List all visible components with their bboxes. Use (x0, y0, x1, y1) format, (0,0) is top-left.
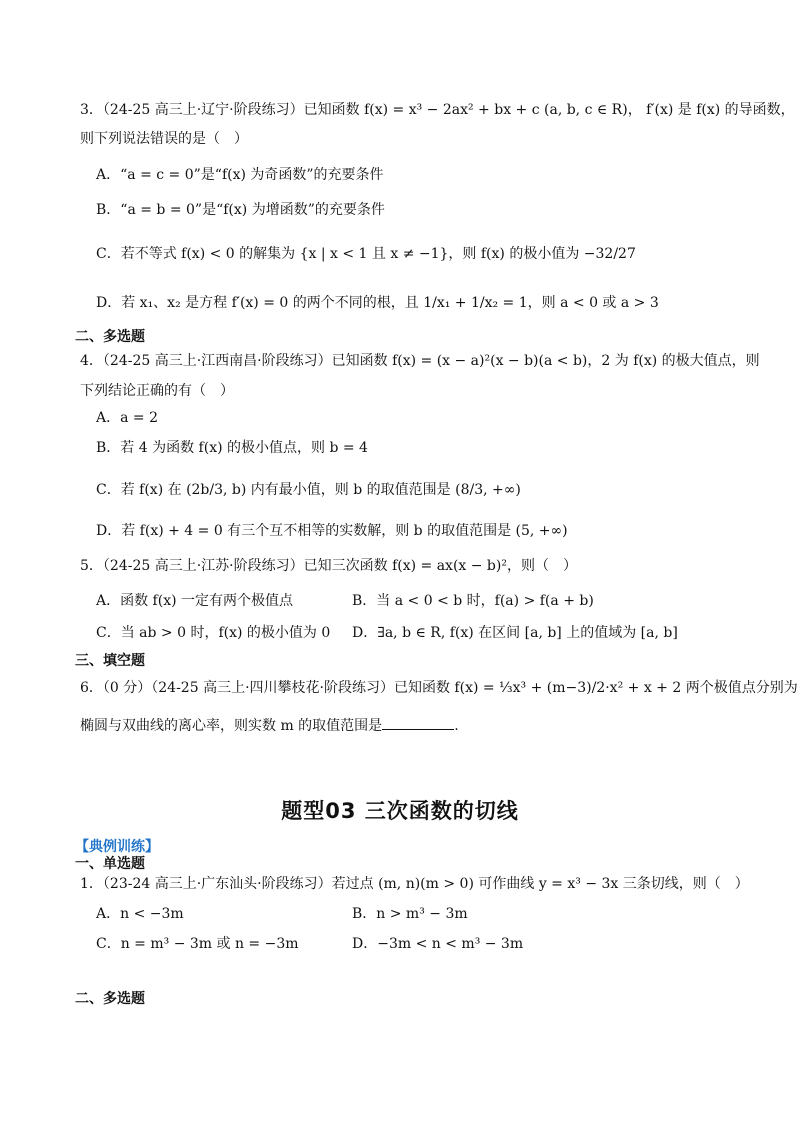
q1-option-d: D．−3m < n < m³ − 3m (352, 936, 524, 952)
q6-stem-line1: 6．（0 分）（24-25 高三上·四川攀枝花·阶段练习）已知函数 f(x) = ⅓x³ + (m−3)/2·x² + x + 2 两个极值点分别为 (80, 680, 798, 696)
q4-stem-line2: 下列结论正确的有（ ） (80, 383, 234, 399)
q3-stem-line2: 则下列说法错误的是（ ） (80, 131, 248, 147)
answer-blank (382, 715, 454, 730)
q4-stem-line1: 4．（24-25 高三上·江西南昌·阶段练习）已知函数 f(x) = (x − a)²(x − b)(a < b)，2 为 f(x) 的极大值点，则 (80, 353, 760, 369)
q4-option-c: C．若 f(x) 在 (2b/3, b) 内有最小值，则 b 的取值范围是 (8/3, +∞) (96, 482, 521, 498)
q4-option-b: B．若 4 为函数 f(x) 的极小值点，则 b = 4 (96, 440, 368, 456)
q3-option-b: B．“a = b = 0”是“f(x) 为增函数”的充要条件 (96, 202, 385, 218)
q4-option-d: D．若 f(x) + 4 = 0 有三个互不相等的实数解，则 b 的取值范围是 (5, +∞) (96, 523, 568, 539)
q4-option-a: A．a = 2 (96, 410, 158, 426)
section-heading-fill: 三、填空题 (75, 653, 145, 669)
q6-stem-text: 椭圆与双曲线的离心率，则实数 m 的取值范围是 (80, 718, 383, 734)
q1-stem: 1．（23-24 高三上·广东汕头·阶段练习）若过点 (m, n)(m > 0) 可作曲线 y = x³ − 3x 三条切线，则（ ） (80, 876, 749, 892)
section-heading-multi: 二、多选题 (75, 329, 145, 345)
example-training-tag: 【典例训练】 (75, 839, 159, 855)
q1-option-b: B．n > m³ − 3m (352, 906, 468, 922)
q6-stem-end: . (454, 718, 459, 734)
section-heading-single: 一、单选题 (75, 856, 145, 872)
q1-option-c: C．n = m³ − 3m 或 n = −3m (96, 936, 299, 952)
q5-option-c: C．当 ab > 0 时，f(x) 的极小值为 0 (96, 625, 331, 641)
q1-option-a: A．n < −3m (96, 906, 184, 922)
q5-option-d: D．∃a, b ∈ R, f(x) 在区间 [a, b] 上的值域为 [a, b] (352, 625, 678, 641)
q3-option-a: A．“a = c = 0”是“f(x) 为奇函数”的充要条件 (96, 167, 384, 183)
topic-heading: 题型03 三次函数的切线 (281, 799, 519, 823)
q3-option-c: C．若不等式 f(x) < 0 的解集为 {x | x < 1 且 x ≠ −1}，则 f(x) 的极小值为 −32/27 (96, 246, 636, 262)
q5-stem: 5．（24-25 高三上·江苏·阶段练习）已知三次函数 f(x) = ax(x − b)²，则（ ） (80, 558, 577, 574)
q3-option-d: D．若 x₁、x₂ 是方程 f′(x) = 0 的两个不同的根，且 1/x₁ + 1/x₂ = 1，则 a < 0 或 a > 3 (96, 295, 659, 311)
q3-stem-line1: 3．（24-25 高三上·辽宁·阶段练习）已知函数 f(x) = x³ − 2ax² + bx + c (a, b, c ∈ R)， f′(x) 是 f(x) 的导函数， (80, 102, 795, 118)
q5-option-b: B．当 a < 0 < b 时，f(a) > f(a + b) (352, 593, 594, 609)
section-heading-multi-2: 二、多选题 (75, 991, 145, 1007)
q6-stem-line2 (80, 715, 459, 737)
q5-option-a: A．函数 f(x) 一定有两个极值点 (96, 593, 294, 609)
